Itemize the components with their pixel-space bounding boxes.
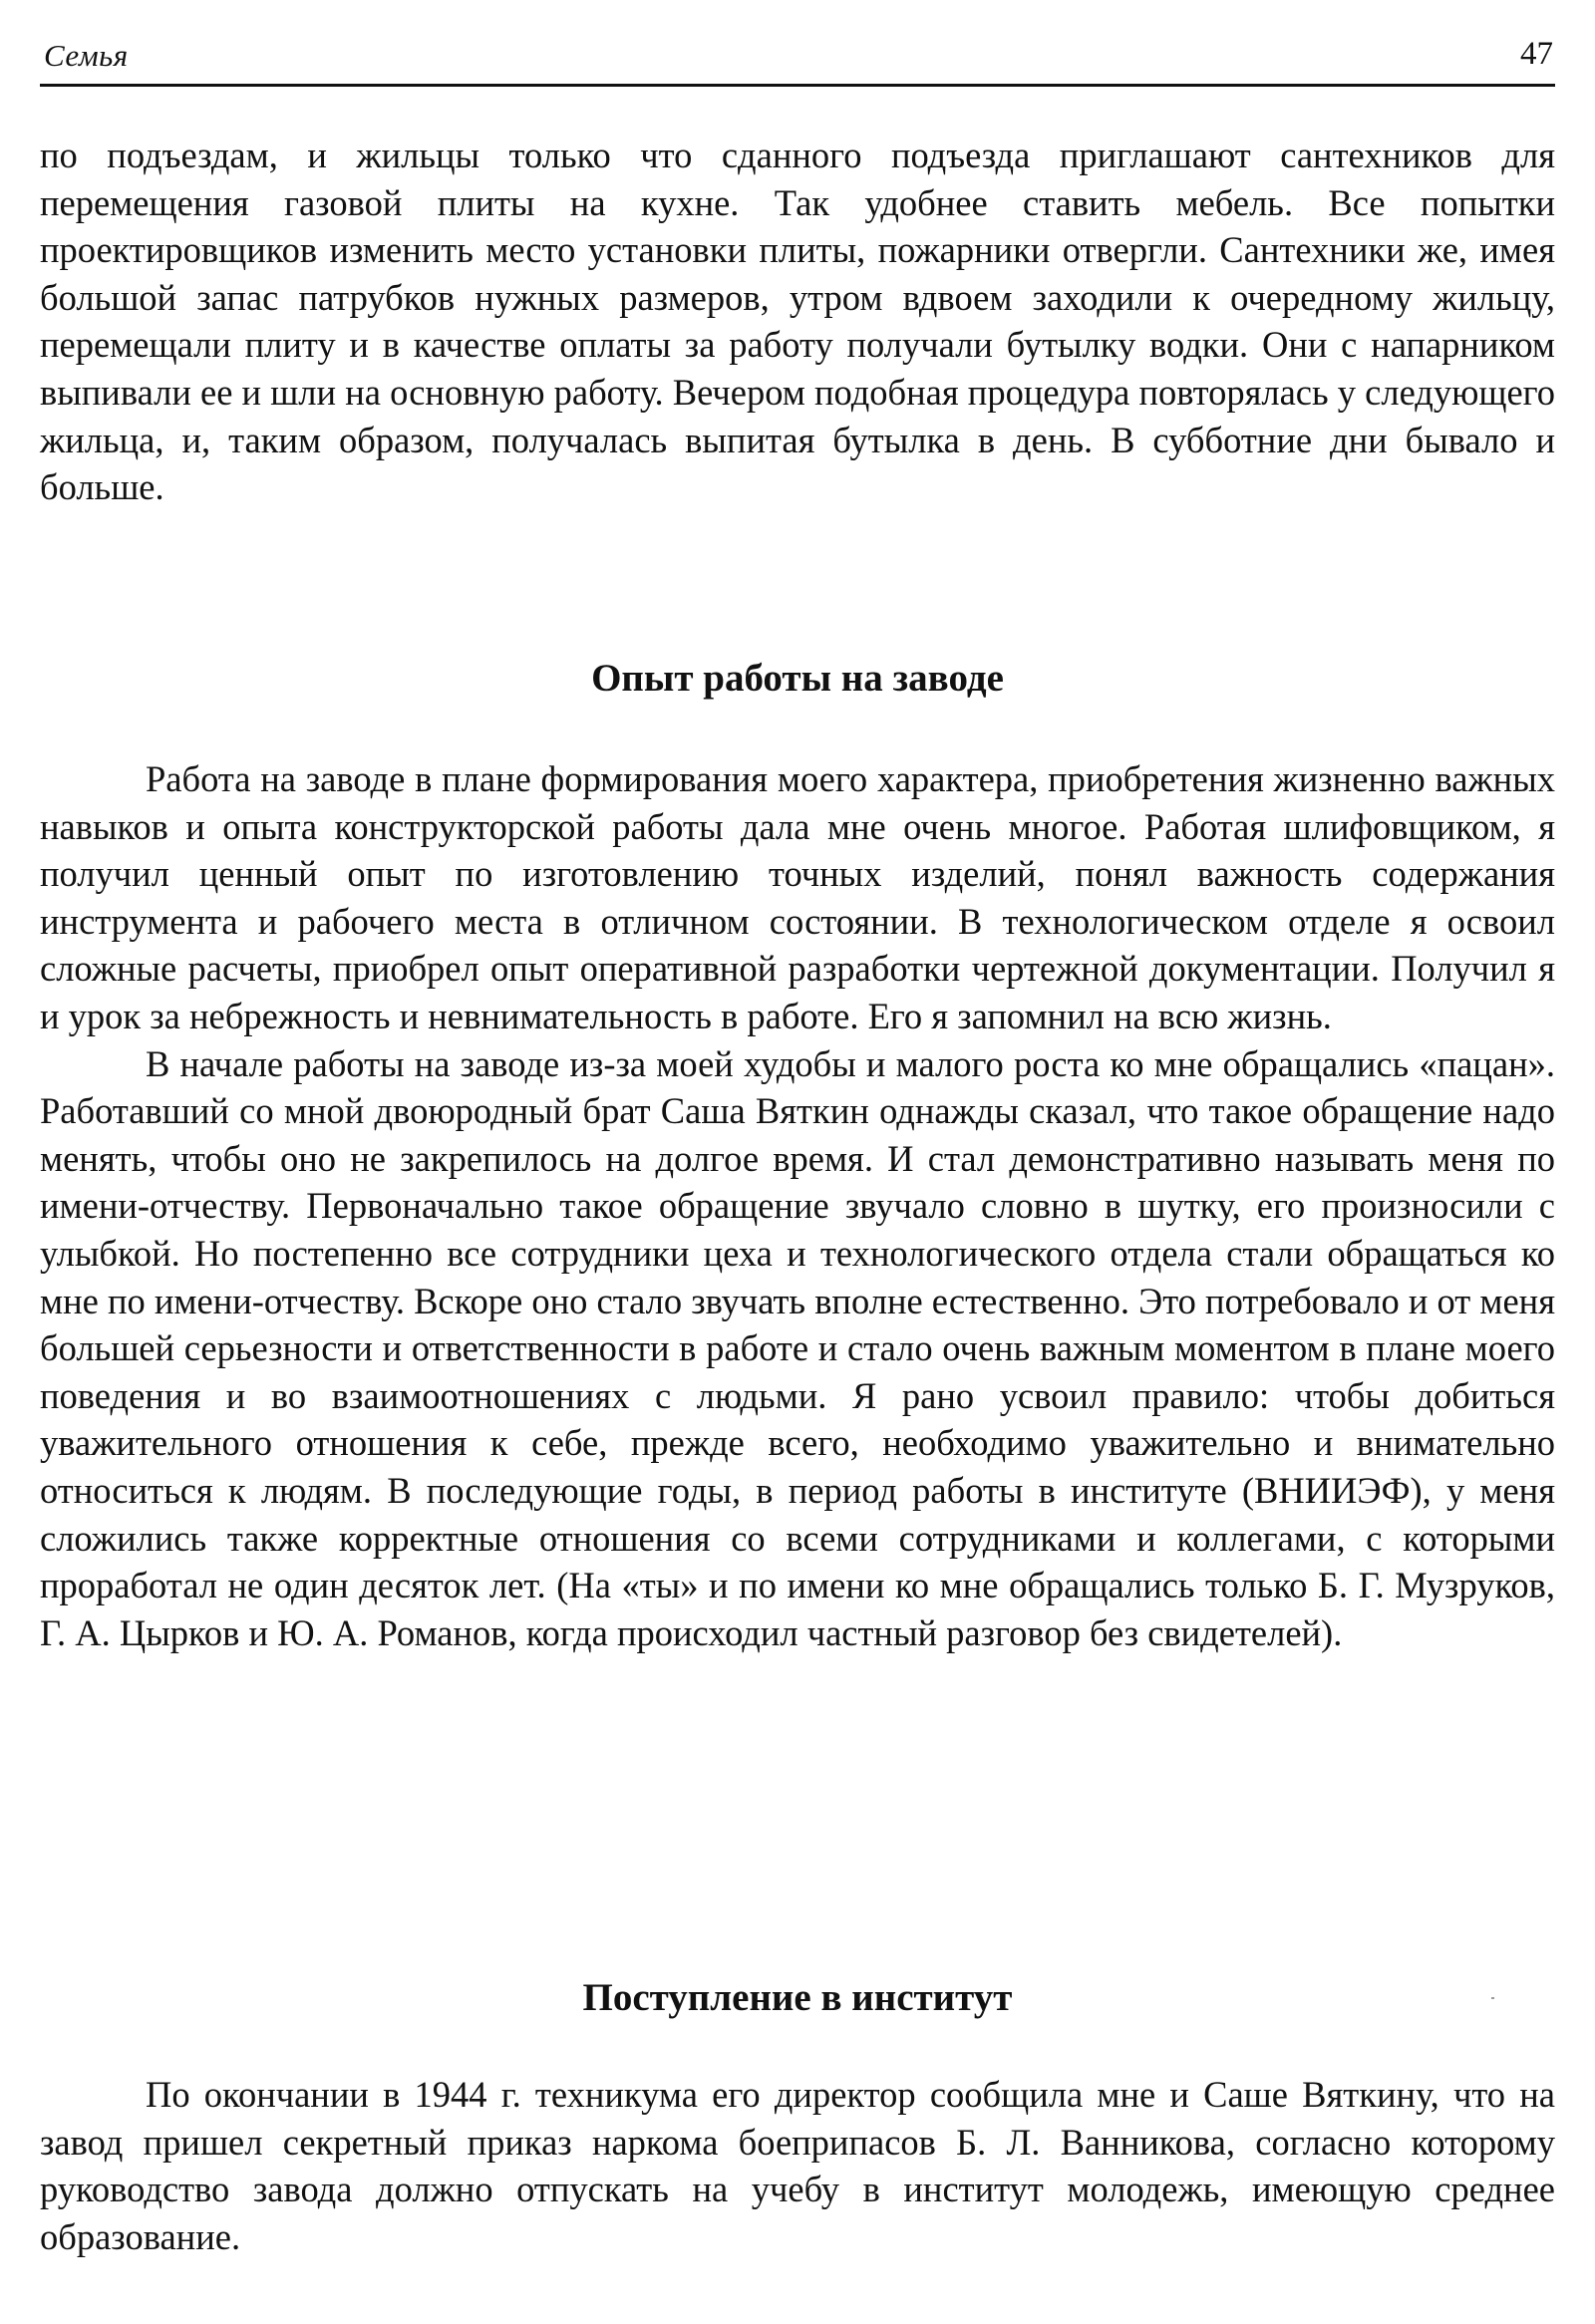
section-body-factory-experience xyxy=(40,755,1555,1656)
section-body-institute-admission xyxy=(40,2071,1555,2260)
section-heading-factory-experience: Опыт работы на заводе xyxy=(591,657,1004,700)
paragraph: по подъездам, и жильцы только что сданного подъезда приглашают сантехников для перемещения газовой плиты на кухне. Так удобнее ставить мебель. Все попытки проектировщиков изменить место установки плиты, пожарники отвергли. Сантехники же, имея большой запас патрубков нужных размеров, утром вдвоем заходили к очередному жильцу, перемещали плиту и в качестве оплаты за работу получали бутылку водки. Они с напарником выпивали ее и шли на основную работу. Вечером подобная процедура повторялась у следующего жильца, и, таким образом, получалась выпитая бутылка в день. В субботние дни бывало и больше. xyxy=(40,135,1555,508)
section-heading-institute-admission: Поступление в институт xyxy=(582,1976,1013,2019)
running-title: Семья xyxy=(44,38,129,73)
paragraph: По окончании в 1944 г. техникума его директор сообщила мне и Саше Вяткину, что на завод пришел секретный приказ наркома боеприпасов Б. Л. Ванникова, согласно которому руководство завода должно отпускать на учебу в институт молодежь, имеющую среднее образование. xyxy=(40,2074,1555,2257)
paragraph: Работа на заводе в плане формирования моего характера, приобретения жизненно важных навыков и опыта конструкторской работы дала мне очень многое. Работая шлифовщиком, я получил ценный опыт по изготовлению точных изделий, понял важность содержания инструмента и рабочего места в отличном состоянии. В технологическом отделе я освоил сложные расчеты, приобрел опыт оперативной разработки чертежной документации. Получил я и урок за небрежность и невнимательность в работе. Его я запомнил на всю жизнь. xyxy=(40,758,1555,1036)
paragraph: В начале работы на заводе из-за моей худобы и малого роста ко мне обращались «пацан». Работавший со мной двоюродный брат Саша Вяткин однажды сказал, что такое обращение надо менять, чтобы оно не закрепилось на долгое время. И стал демонстративно называть меня по имени-отчеству. Первоначально такое обращение звучало словно в шутку, его произносили с улыбкой. Но постепенно все сотрудники цеха и технологического отдела стали обращаться ко мне по имени-отчеству. Вскоре оно стало звучать вполне естественно. Это потребовало и от меня большей серьезности и ответственности в работе и стало очень важным моментом в плане моего поведения и во взаимоотношениях с людьми. Я рано усвоил правило: чтобы добиться уважительного отношения к себе, прежде всего, необходимо уважительно и внимательно относиться к людям. В последующие годы, в период работы в институте (ВНИИЭФ), у меня сложились также корректные отношения со всеми сотрудниками и коллегами, с которыми проработал не один десяток лет. (На «ты» и по имени ко мне обращались только Б. Г. Музруков, Г. А. Цырков и Ю. А. Романов, когда происходил частный разговор без свидетелей). xyxy=(40,1042,1556,1653)
scan-speck xyxy=(1491,1997,1494,1999)
book-page xyxy=(40,20,1555,2302)
continuation-text xyxy=(40,132,1555,511)
page-number: 47 xyxy=(1520,36,1553,72)
running-head xyxy=(40,28,1555,87)
